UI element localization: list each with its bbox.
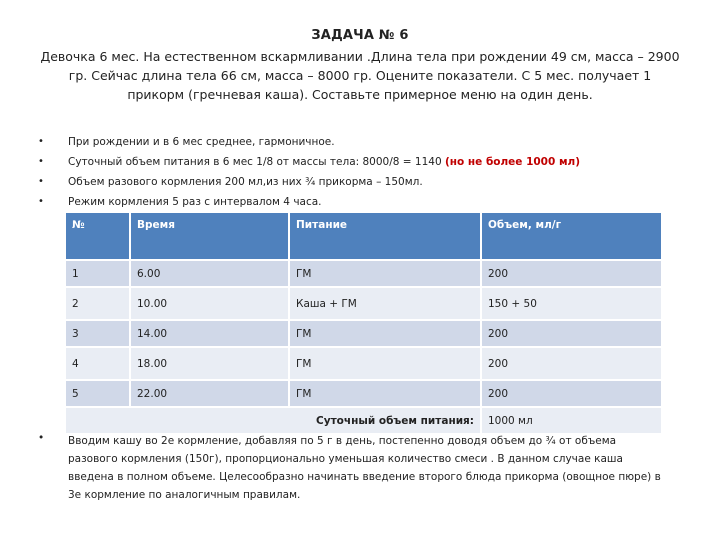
table-row	[66, 260, 661, 287]
cell-volume: 200	[481, 347, 661, 380]
table-row	[66, 347, 661, 380]
bullet-item	[38, 152, 678, 172]
table-total-row	[66, 407, 661, 433]
table-row	[66, 380, 661, 407]
cell-time: 22.00	[130, 380, 289, 407]
bullet-dot-icon: •	[38, 196, 44, 207]
cell-volume: 200	[481, 380, 661, 407]
cell-food: ГМ	[289, 260, 481, 287]
final-note-text: Вводим кашу во 2е кормление, добавляя по 5 г в день, постепенно доводя объем до ¾ от объема разового кормления (150г), пропорционально уменьшая количество смеси . В данном случае каша введена в полном объеме. Целесообразно начинать введение второго блюда прикорма (овощное пюре) в 3е кормление по аналогичным правилам.	[68, 435, 661, 501]
cell-volume: 150 + 50	[481, 287, 661, 320]
bullet-text: Суточный объем питания в 6 мес 1/8 от массы тела: 8000/8 = 1140	[68, 156, 445, 168]
cell-time: 6.00	[130, 260, 289, 287]
bullet-dot-icon: •	[38, 136, 44, 147]
bullet-item	[38, 172, 678, 192]
cell-time: 18.00	[130, 347, 289, 380]
cell-food: ГМ	[289, 320, 481, 347]
feeding-schedule-table	[66, 213, 661, 433]
task-title: ЗАДАЧА № 6	[311, 28, 409, 43]
cell-number: 5	[66, 380, 130, 407]
cell-volume: 200	[481, 260, 661, 287]
cell-food: ГМ	[289, 380, 481, 407]
bullet-warning-note: (но не более 1000 мл)	[444, 156, 581, 168]
cell-number: 1	[66, 260, 130, 287]
header-volume: Объем, мл/г	[481, 213, 661, 260]
cell-food: Каша + ГМ	[289, 287, 481, 320]
cell-time: 10.00	[130, 287, 289, 320]
bullet-item	[38, 132, 678, 152]
header-food: Питание	[289, 213, 481, 260]
table-header-row	[66, 213, 661, 260]
table-row	[66, 287, 661, 320]
header-time: Время	[130, 213, 289, 260]
total-value: 1000 мл	[481, 407, 661, 433]
cell-food: ГМ	[289, 347, 481, 380]
bullet-item	[38, 192, 678, 212]
header-number: №	[66, 213, 130, 260]
cell-number: 3	[66, 320, 130, 347]
bullet-list	[38, 132, 678, 212]
cell-number: 4	[66, 347, 130, 380]
bullet-text: При рождении и в 6 мес среднее, гармоничное.	[68, 136, 335, 148]
cell-time: 14.00	[130, 320, 289, 347]
bullet-dot-icon: •	[38, 432, 45, 444]
bullet-text: Объем разового кормления 200 мл,из них ¾ прикорма – 150мл.	[68, 176, 423, 188]
cell-number: 2	[66, 287, 130, 320]
total-label: Суточный объем питания:	[66, 407, 481, 433]
task-description: Девочка 6 мес. На естественном вскармливании .Длина тела при рождении 49 см, масса – 2900 гр. Сейчас длина тела 66 см, масса – 8000 гр. Оцените показатели. С 5 мес. получает 1 прикорм (гречневая каша). Составьте примерное меню на один день.	[40, 49, 680, 102]
table-row	[66, 320, 661, 347]
bullet-dot-icon: •	[38, 156, 44, 167]
final-note	[38, 432, 678, 504]
bullet-text: Режим кормления 5 раз с интервалом 4 часа.	[68, 196, 322, 208]
cell-volume: 200	[481, 320, 661, 347]
bullet-dot-icon: •	[38, 176, 44, 187]
